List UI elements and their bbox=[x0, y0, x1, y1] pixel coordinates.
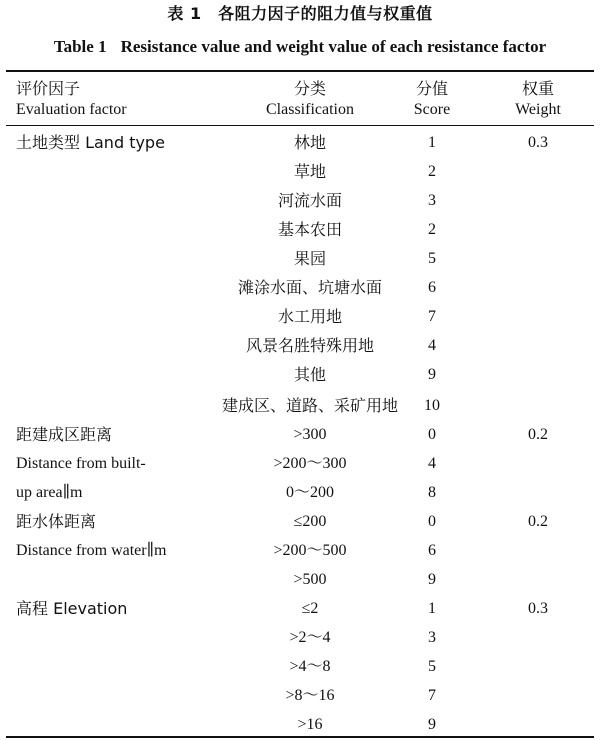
table-row-classification: >300 bbox=[293, 426, 327, 443]
bottom-rule bbox=[6, 736, 594, 738]
table-title-en bbox=[0, 36, 600, 58]
table-row-classification: 滩涂水面、坑塘水面 bbox=[237, 278, 382, 297]
table-row-classification: >500 bbox=[293, 571, 327, 588]
factor-water-en: Distance from water∥m bbox=[16, 542, 167, 559]
table-row-classification: 果园 bbox=[293, 249, 326, 268]
table-row-score: 0 bbox=[428, 513, 436, 530]
table-row-classification: ≤2 bbox=[301, 600, 319, 617]
factor-land-type: 土地类型 Land type bbox=[16, 133, 165, 152]
table-row-classification: >4～8 bbox=[289, 658, 331, 675]
table-row-score: 0 bbox=[428, 426, 436, 443]
table-row-classification: >2～4 bbox=[289, 629, 331, 646]
table-row-score: 2 bbox=[428, 221, 436, 238]
table-row-score: 9 bbox=[428, 366, 436, 383]
table-row-score: 8 bbox=[428, 484, 436, 501]
weight-water: 0.2 bbox=[528, 513, 548, 530]
table-row-score: 5 bbox=[428, 658, 436, 675]
factor-built-up-en-1: Distance from built- bbox=[16, 455, 146, 472]
header-weight-en: Weight bbox=[515, 101, 561, 118]
table-row-classification: 其他 bbox=[293, 365, 326, 384]
header-score-en: Score bbox=[413, 101, 451, 118]
header-classification bbox=[230, 78, 390, 120]
table-row-score: 5 bbox=[428, 250, 436, 267]
factor-elevation: 高程 Elevation bbox=[16, 599, 128, 618]
table-row-score: 3 bbox=[428, 629, 436, 646]
weight-built-up: 0.2 bbox=[528, 426, 548, 443]
table-row-classification: >8～16 bbox=[285, 687, 335, 704]
table-row-score: 9 bbox=[428, 716, 436, 733]
table-row-score: 9 bbox=[428, 571, 436, 588]
table-row-classification: 林地 bbox=[293, 133, 326, 152]
header-factor bbox=[16, 78, 127, 120]
weight-land-type: 0.3 bbox=[528, 134, 548, 151]
table-row-score: 3 bbox=[428, 192, 436, 209]
table-number: Table 1 bbox=[53, 37, 107, 56]
table-row-score: 4 bbox=[428, 337, 436, 354]
table-row-classification: ≤200 bbox=[293, 513, 327, 530]
table-row-classification: 建成区、道路、采矿用地 bbox=[221, 396, 398, 415]
table-row-classification: >200～300 bbox=[273, 455, 347, 472]
table-row-score: 6 bbox=[428, 542, 436, 559]
header-score bbox=[396, 78, 468, 120]
header-factor-cn: 评价因子 bbox=[16, 79, 81, 98]
header-score-cn: 分值 bbox=[415, 79, 448, 98]
table-row-classification: 水工用地 bbox=[277, 307, 342, 326]
table-title-cn: 表 1 各阻力因子的阻力值与权重值 bbox=[167, 4, 433, 23]
table-title-en-text: Resistance value and weight value of each resistance factor bbox=[120, 37, 547, 56]
table-row-score: 7 bbox=[428, 687, 436, 704]
weight-elevation: 0.3 bbox=[528, 600, 548, 617]
header-weight bbox=[500, 78, 576, 120]
table-row-score: 7 bbox=[428, 308, 436, 325]
header-factor-en: Evaluation factor bbox=[16, 101, 127, 118]
table-row-score: 10 bbox=[424, 397, 440, 414]
table-row-classification: 0～200 bbox=[285, 484, 334, 501]
table-row-score: 1 bbox=[428, 600, 436, 617]
table-row-score: 4 bbox=[428, 455, 436, 472]
factor-built-up-en-2: up area∥m bbox=[16, 484, 83, 501]
table-row-classification: 草地 bbox=[293, 162, 326, 181]
header-rule bbox=[6, 125, 594, 126]
header-weight-cn: 权重 bbox=[521, 79, 554, 98]
table-row-classification: >200～500 bbox=[273, 542, 347, 559]
table-row-classification: 基本农田 bbox=[277, 220, 342, 239]
table-row-classification: 风景名胜特殊用地 bbox=[245, 336, 374, 355]
table-row-score: 1 bbox=[428, 134, 436, 151]
factor-water-cn: 距水体距离 bbox=[16, 512, 97, 531]
header-class-en: Classification bbox=[266, 101, 354, 118]
top-rule bbox=[6, 70, 594, 72]
table-row-classification: >16 bbox=[297, 716, 323, 733]
table-row-score: 6 bbox=[428, 279, 436, 296]
table-row-classification: 河流水面 bbox=[277, 191, 342, 210]
factor-built-up-cn: 距建成区距离 bbox=[16, 425, 113, 444]
header-class-cn: 分类 bbox=[293, 79, 326, 98]
table-row-score: 2 bbox=[428, 163, 436, 180]
